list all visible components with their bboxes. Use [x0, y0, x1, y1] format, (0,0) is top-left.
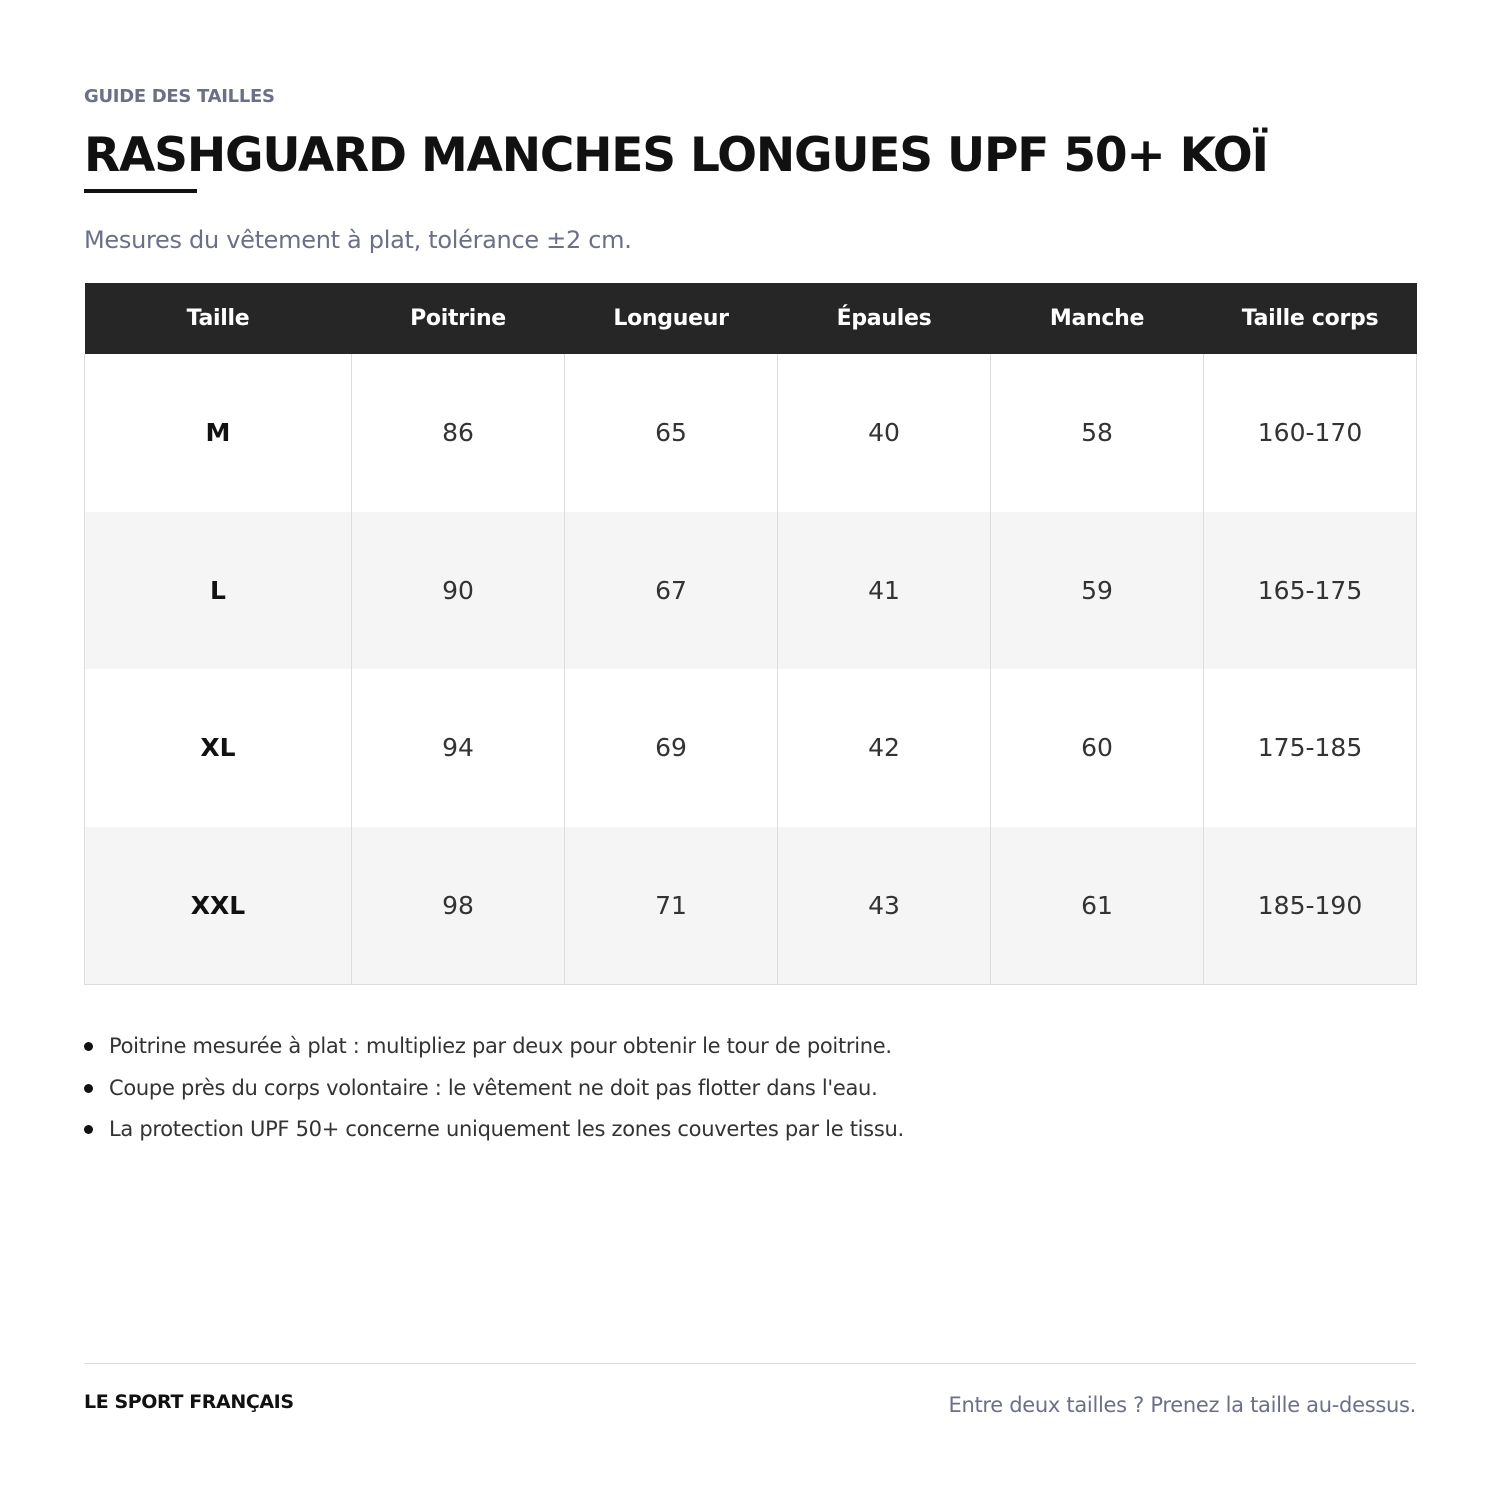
table-cell: 42: [778, 669, 991, 827]
column-header-manche: Manche: [991, 283, 1204, 354]
subtitle: Mesures du vêtement à plat, tolérance ±2 cm.: [84, 226, 632, 254]
size-table: [84, 283, 1417, 985]
table-cell: 86: [352, 354, 565, 512]
size-cell: M: [85, 354, 352, 512]
table-cell: 71: [565, 827, 778, 985]
note-text: Poitrine mesurée à plat : multipliez par deux pour obtenir le tour de poitrine.: [109, 1034, 892, 1058]
note-text: Coupe près du corps volontaire : le vêtement ne doit pas flotter dans l'eau.: [109, 1075, 878, 1100]
table-cell: 98: [352, 827, 565, 985]
table-cell: 41: [778, 512, 991, 670]
notes-list: [84, 1034, 904, 1159]
table-cell: 94: [352, 669, 565, 827]
column-header-taille-corps: Taille corps: [1204, 283, 1417, 354]
brand-name: LE SPORT FRANÇAIS: [84, 1391, 294, 1413]
table-cell: 65: [565, 354, 778, 512]
table-cell: 69: [565, 669, 778, 827]
table-cell: 160-170: [1204, 354, 1417, 512]
table-header-row: [85, 283, 1417, 354]
note-item: [84, 1117, 904, 1159]
table-cell: 165-175: [1204, 512, 1417, 670]
table-cell: 58: [991, 354, 1204, 512]
column-header-longueur: Longueur: [565, 283, 778, 354]
bullet-icon: [84, 1042, 93, 1051]
table-row: [85, 669, 1417, 827]
title-underline: [84, 189, 197, 193]
column-header-taille: Taille: [85, 283, 352, 354]
size-cell: XXL: [85, 827, 352, 985]
table-cell: 59: [991, 512, 1204, 670]
table-row: [85, 354, 1417, 512]
eyebrow-label: GUIDE DES TAILLES: [84, 86, 275, 107]
note-text: La protection UPF 50+ concerne uniquement les zones couvertes par le tissu.: [109, 1117, 904, 1141]
note-item: [84, 1034, 904, 1076]
size-cell: XL: [85, 669, 352, 827]
footer-divider: [84, 1363, 1416, 1364]
table-cell: 175-185: [1204, 669, 1417, 827]
table-cell: 61: [991, 827, 1204, 985]
column-header-epaules: Épaules: [778, 283, 991, 354]
table-row: [85, 512, 1417, 670]
footer-note: Entre deux tailles ? Prenez la taille au-dessus.: [948, 1393, 1416, 1417]
table-cell: 40: [778, 354, 991, 512]
note-item: [84, 1076, 904, 1118]
table-cell: 67: [565, 512, 778, 670]
table-cell: 185-190: [1204, 827, 1417, 985]
table-cell: 60: [991, 669, 1204, 827]
page-title: RASHGUARD MANCHES LONGUES UPF 50+ KOÏ: [84, 128, 1268, 183]
size-cell: L: [85, 512, 352, 670]
column-header-poitrine: Poitrine: [352, 283, 565, 354]
bullet-icon: [84, 1125, 93, 1134]
table-cell: 90: [352, 512, 565, 670]
table-row: [85, 827, 1417, 985]
bullet-icon: [84, 1084, 93, 1093]
table-cell: 43: [778, 827, 991, 985]
